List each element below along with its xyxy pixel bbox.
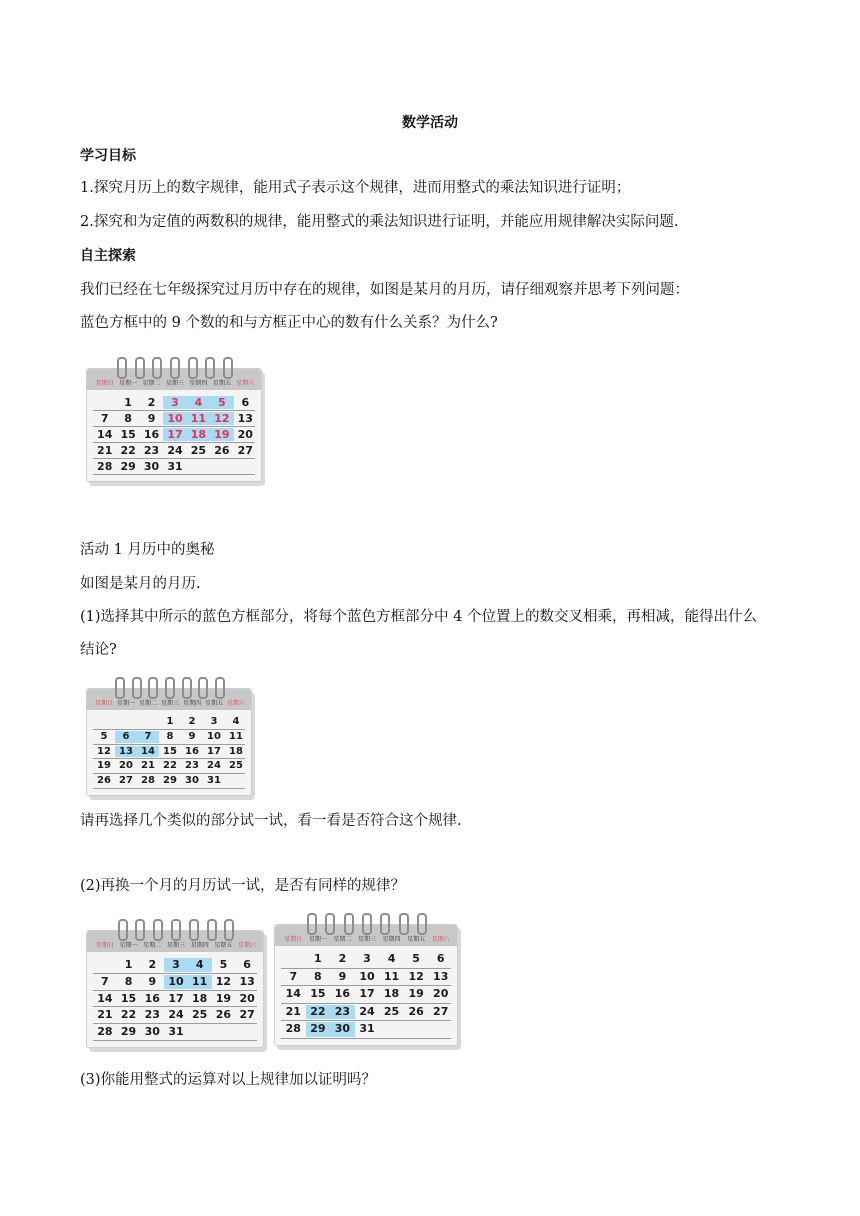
calendar-day: 23 [144,1008,160,1022]
binder-ring-icon [148,677,158,699]
try-again-text: 请再选择几个类似的部分试一试，看一看是否符合这个规律. [80,813,462,829]
calendar-day: 21 [285,1004,301,1018]
calendar-day: 12 [210,412,233,425]
calendar-day: 28 [97,1025,113,1039]
calendar-day: 9 [148,974,157,988]
weekday-label: 星期日 [95,942,114,949]
calendar-day: 12 [408,969,424,983]
binder-ring-icon [115,677,125,699]
calendar-day: 13 [239,974,255,988]
calendar-day: 10 [359,969,375,983]
binder-ring-icon [182,677,192,699]
calendar-day: 5 [412,952,420,965]
calendar-day: 16 [185,745,199,757]
binder-ring-icon [132,677,142,699]
calendar-day: 1 [124,396,132,409]
calendar-day: 30 [185,775,199,787]
calendar-row-rule [93,990,257,991]
calendar-day: 5 [210,396,233,409]
calendar-day: 31 [359,1022,375,1036]
calendar-day: 26 [214,444,230,457]
weekday-label: 星期五 [204,700,223,707]
calendar-day: 19 [215,991,232,1005]
calendar-day: 16 [144,991,160,1005]
learning-goals-heading: 学习目标 [80,148,136,164]
weekday-label: 星期一 [308,936,327,943]
calendar-day: 27 [433,1004,449,1018]
binder-ring-icon [325,913,335,935]
calendar-day: 7 [137,731,159,743]
calendar-row-rule [93,758,245,759]
question-1-line-1: (1)选择其中所示的蓝色方框部分，将每个蓝色方框部分中 4 个位置上的数交叉相乘，再相减，能得出什么 [80,609,757,625]
calendar-day: 14 [97,428,113,441]
calendar-day: 27 [119,775,133,787]
calendar-day: 3 [363,952,371,965]
calendar-day: 17 [207,745,221,757]
calendar-day: 29 [306,1022,331,1037]
calendar-day: 22 [120,1008,137,1022]
calendar-day: 15 [310,987,326,1001]
weekday-label: 星期四 [382,936,401,943]
calendar-day: 10 [207,730,221,742]
weekday-label: 星期六 [226,700,245,707]
calendar-figure-2 [86,680,252,796]
calendar-day: 11 [383,969,400,983]
calendar-day: 16 [334,987,351,1001]
binder-ring-icon [215,677,225,699]
calendar-body [86,930,264,1048]
calendar-day: 25 [229,760,243,772]
calendar-day: 12 [215,974,232,988]
calendar-body [86,688,252,796]
calendar-day: 1 [314,952,322,965]
calendar-day: 18 [229,745,243,757]
calendar-day: 19 [210,428,233,441]
calendar-day: 21 [141,760,155,772]
calendar-row-rule [93,788,245,789]
goal-1-text: 1.探究月历上的数字规律，能用式子表示这个规律，进而用整式的乘法知识进行证明； [80,180,631,196]
calendar-day: 17 [163,428,186,441]
calendar-day: 21 [97,444,113,457]
calendar-day: 30 [144,1025,160,1039]
calendar-day: 10 [164,975,188,989]
calendar-day: 6 [115,731,137,743]
calendar-figure-1 [86,360,262,482]
calendar-day: 28 [141,775,155,787]
calendar-body [86,368,262,482]
calendar-day: 31 [207,775,221,787]
calendar-day: 15 [120,428,136,441]
calendar-day: 6 [243,958,251,971]
weekday-label: 星期二 [143,942,162,949]
weekday-label: 星期一 [119,380,138,387]
calendar-day: 29 [120,1025,137,1039]
calendar-row-rule [93,1040,257,1041]
calendar-day: 29 [120,460,136,473]
calendar-row-rule [281,1038,451,1039]
calendar-row-rule [93,474,255,475]
calendar-day: 19 [97,760,111,772]
weekday-label: 星期三 [165,380,184,387]
calendar-day: 3 [210,716,218,727]
calendar-day: 4 [187,396,210,409]
calendar-day: 26 [97,775,111,787]
calendar-day: 6 [241,396,250,409]
calendar-day: 24 [168,1008,184,1022]
calendar-day: 4 [387,952,396,965]
binder-ring-icon [117,357,127,379]
calendar-day: 8 [166,730,174,742]
weekday-label: 星期六 [238,942,257,949]
calendar-body [274,924,458,1046]
calendar-day: 26 [408,1004,424,1018]
calendar-day: 24 [207,760,221,772]
calendar-day: 4 [232,716,240,727]
calendar-row-rule [93,744,245,745]
calendar-day: 2 [147,396,156,409]
calendar-day: 5 [100,730,108,742]
calendar-row-rule [93,973,257,974]
binder-ring-icon [189,919,199,941]
weekday-label: 星期四 [182,700,201,707]
calendar-row-rule [93,773,245,774]
calendar-day: 14 [137,746,159,758]
calendar-day: 25 [190,444,207,457]
calendar-day: 23 [143,444,160,457]
calendar-day: 23 [185,760,199,772]
calendar-row-rule [93,442,255,443]
question-2: (2)再换一个月的月历试一试，是否有同样的规律？ [80,878,406,894]
calendar-day: 11 [187,412,210,425]
calendar-day: 18 [383,987,400,1001]
calendar-row-rule [93,1023,257,1024]
calendar-figure-4 [274,916,458,1046]
calendar-day: 30 [330,1022,355,1037]
calendar-row-rule [281,1003,451,1004]
calendar-day: 2 [148,958,157,971]
calendar-day: 21 [97,1008,113,1022]
weekday-label: 星期五 [212,380,231,387]
calendar-figure-3 [86,922,264,1048]
calendar-day: 14 [285,987,301,1001]
calendar-day: 12 [97,745,111,757]
question-3: (3)你能用整式的运算对以上规律加以证明吗？ [80,1072,377,1088]
binder-ring-icon [223,357,233,379]
weekday-label: 星期日 [95,380,114,387]
calendar-day: 20 [433,987,449,1001]
binder-ring-icon [205,357,215,379]
calendar-day: 9 [338,969,347,983]
weekday-label: 星期六 [236,380,255,387]
binder-ring-icon [224,919,234,941]
binder-ring-icon [417,913,427,935]
calendar-day: 24 [167,444,183,457]
calendar-day: 14 [97,991,113,1005]
binder-ring-icon [344,913,354,935]
calendar-day: 5 [219,958,228,971]
binder-ring-icon [165,677,175,699]
binder-ring-icon [118,919,128,941]
binder-ring-icon [380,913,390,935]
calendar-day: 7 [100,412,109,425]
calendar-day: 27 [237,444,253,457]
binder-ring-icon [153,919,163,941]
calendar-day: 20 [237,428,253,441]
binder-ring-icon [188,357,198,379]
calendar-day: 20 [119,760,133,772]
calendar-row-rule [93,1006,257,1007]
calendar-row-rule [93,729,245,730]
calendar-day: 15 [163,745,177,757]
binder-ring-icon [170,357,180,379]
calendar-row-rule [93,426,255,427]
binder-ring-icon [362,913,372,935]
calendar-day: 31 [168,1025,184,1039]
binder-ring-icon [135,919,145,941]
calendar-day: 27 [239,1008,255,1022]
calendar-day: 19 [408,987,424,1001]
calendar-day: 11 [229,730,243,742]
calendar-day: 8 [124,974,133,988]
calendar-day: 31 [167,460,183,473]
calendar-day: 15 [120,991,137,1005]
activity-1-title: 活动 1 月历中的奥秘 [80,542,215,558]
calendar-row-rule [281,1020,451,1021]
calendar-day: 1 [166,716,174,727]
calendar-day: 13 [237,412,253,425]
calendar-day: 8 [124,412,132,425]
calendar-day: 22 [163,760,177,772]
calendar-day: 10 [163,412,186,425]
weekday-label: 星期二 [142,380,161,387]
weekday-label: 星期二 [333,936,352,943]
calendar-day: 8 [314,969,322,983]
calendar-day: 7 [289,969,298,983]
calendar-row-rule [281,985,451,986]
binder-ring-icon [152,357,162,379]
calendar-day: 13 [433,969,449,983]
calendar-day: 9 [147,412,156,425]
weekday-label: 星期五 [214,942,233,949]
calendar-day: 11 [188,975,212,989]
calendar-day: 13 [115,746,137,758]
binder-ring-icon [135,357,145,379]
weekday-label: 星期三 [160,700,179,707]
calendar-row-rule [93,410,255,411]
calendar-day: 23 [330,1005,355,1020]
self-explore-heading: 自主探索 [80,248,136,264]
weekday-label: 星期四 [189,380,208,387]
weekday-label: 星期五 [407,936,426,943]
weekday-label: 星期四 [190,942,209,949]
calendar-day: 22 [306,1005,331,1020]
calendar-day: 1 [124,958,133,971]
calendar-day: 2 [188,716,196,727]
binder-ring-icon [207,919,217,941]
calendar-day: 3 [163,396,186,409]
explore-text-1: 我们已经在七年级探究过月历中存在的规律，如图是某月的月历，请仔细观察并思考下列问题： [80,282,689,298]
calendar-day: 24 [359,1004,375,1018]
calendar-day: 20 [239,991,255,1005]
weekday-label: 星期三 [166,942,185,949]
calendar-row-rule [281,968,451,969]
calendar-day: 17 [168,991,184,1005]
goal-2-text: 2.探究和为定值的两数积的规律，能用整式的乘法知识进行证明，并能应用规律解决实际问题. [80,214,679,230]
weekday-label: 星期二 [138,700,157,707]
calendar-day: 22 [120,444,136,457]
weekday-label: 星期一 [119,942,138,949]
calendar-day: 18 [192,991,208,1005]
calendar-day: 6 [436,952,445,965]
calendar-day: 17 [359,987,375,1001]
binder-ring-icon [307,913,317,935]
activity-intro: 如图是某月的月历. [80,576,201,592]
calendar-day: 7 [101,974,109,988]
calendar-day: 25 [383,1004,400,1018]
calendar-day: 29 [163,775,177,787]
calendar-day: 3 [164,958,188,972]
calendar-day: 25 [192,1008,208,1022]
calendar-day: 26 [215,1008,232,1022]
weekday-label: 星期日 [94,700,113,707]
question-1-line-2: 结论? [80,642,117,658]
explore-question: 蓝色方框中的 9 个数的和与方框正中心的数有什么关系？为什么? [80,315,498,331]
page-title: 数学活动 [402,115,458,131]
weekday-label: 星期三 [357,936,376,943]
binder-ring-icon [399,913,409,935]
weekday-label: 星期日 [284,936,303,943]
calendar-day: 28 [97,460,113,473]
calendar-day: 2 [338,952,347,965]
weekday-label: 星期六 [431,936,450,943]
binder-ring-icon [198,677,208,699]
calendar-day: 28 [285,1022,301,1036]
binder-ring-icon [171,919,181,941]
weekday-label: 星期一 [116,700,135,707]
calendar-day: 18 [187,428,210,441]
calendar-day: 4 [188,958,212,972]
calendar-day: 16 [143,428,160,441]
calendar-day: 30 [143,460,160,473]
calendar-row-rule [93,458,255,459]
calendar-day: 9 [188,730,196,742]
